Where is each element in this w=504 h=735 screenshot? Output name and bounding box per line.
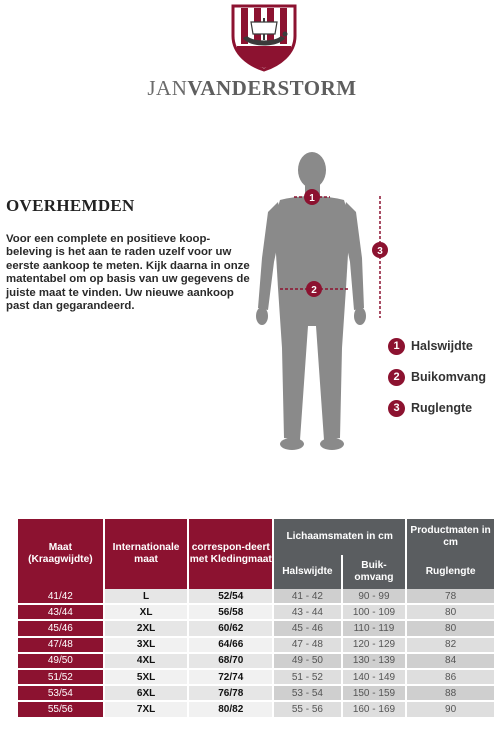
cell-maat: 47/48 — [18, 638, 103, 654]
size-table — [16, 519, 496, 719]
legend-label: Halswijdte — [411, 339, 473, 353]
cell-halswijdte: 41 - 42 — [274, 589, 341, 605]
cell-maat: 55/56 — [18, 702, 103, 718]
cell-internationale-maat: 2XL — [105, 621, 188, 637]
cell-buikomvang: 120 - 129 — [343, 638, 406, 654]
cell-buikomvang: 90 - 99 — [343, 589, 406, 605]
cell-internationale-maat: 7XL — [105, 702, 188, 718]
brand-name-last: VANDERSTORM — [187, 76, 357, 100]
page-title: OVERHEMDEN — [6, 196, 135, 215]
cell-ruglengte: 82 — [407, 638, 494, 654]
legend-item-ruglengte — [388, 398, 486, 418]
header-maat: Maat (Kraagwijdte) — [18, 519, 103, 589]
cell-internationale-maat: XL — [105, 605, 188, 621]
cell-maat: 45/46 — [18, 621, 103, 637]
header-productmaten: Productmaten in cm — [407, 519, 494, 555]
brand-name-first: JAN — [147, 76, 188, 100]
cell-ruglengte: 80 — [407, 605, 494, 621]
cell-maat: 51/52 — [18, 670, 103, 686]
measure-marker-2: 2 — [311, 285, 317, 296]
measure-marker-1: 1 — [309, 193, 315, 204]
table-row — [18, 589, 494, 605]
legend-badge: 3 — [388, 400, 405, 417]
cell-buikomvang: 150 - 159 — [343, 686, 406, 702]
brand-name — [0, 76, 504, 101]
cell-buikomvang: 140 - 149 — [343, 670, 406, 686]
cell-ruglengte: 78 — [407, 589, 494, 605]
legend-label: Buikomvang — [411, 370, 487, 384]
cell-buikomvang: 110 - 119 — [343, 621, 406, 637]
header-ruglengte: Ruglengte — [407, 555, 494, 589]
cell-kledingmaat: 56/58 — [189, 605, 272, 621]
cell-ruglengte: 90 — [407, 702, 494, 718]
cell-kledingmaat: 76/78 — [189, 686, 272, 702]
cell-halswijdte: 49 - 50 — [274, 654, 341, 670]
table-row — [18, 702, 494, 718]
cell-halswijdte: 45 - 46 — [274, 621, 341, 637]
cell-internationale-maat: 4XL — [105, 654, 188, 670]
cell-internationale-maat: L — [105, 589, 188, 605]
cell-ruglengte: 84 — [407, 654, 494, 670]
cell-kledingmaat: 60/62 — [189, 621, 272, 637]
cell-buikomvang: 130 - 139 — [343, 654, 406, 670]
table-row — [18, 686, 494, 702]
header-buikomvang: Buik-omvang — [343, 555, 406, 589]
cell-halswijdte: 51 - 52 — [274, 670, 341, 686]
body-silhouette-figure — [250, 148, 390, 468]
measure-marker-3: 3 — [377, 246, 383, 257]
cell-maat: 43/44 — [18, 605, 103, 621]
table-row — [18, 605, 494, 621]
cell-maat: 53/54 — [18, 686, 103, 702]
table-row — [18, 638, 494, 654]
cell-buikomvang: 100 - 109 — [343, 605, 406, 621]
cell-kledingmaat: 52/54 — [189, 589, 272, 605]
cell-kledingmaat: 80/82 — [189, 702, 272, 718]
cell-ruglengte: 88 — [407, 686, 494, 702]
legend-item-halswijdte — [388, 336, 486, 356]
cell-buikomvang: 160 - 169 — [343, 702, 406, 718]
cell-kledingmaat: 72/74 — [189, 670, 272, 686]
table-row — [18, 621, 494, 637]
cell-halswijdte: 55 - 56 — [274, 702, 341, 718]
measurement-legend — [388, 336, 486, 429]
size-table-body — [18, 589, 494, 719]
table-row — [18, 654, 494, 670]
cell-kledingmaat: 68/70 — [189, 654, 272, 670]
intro-text: Voor een complete en positieve koop-beleving is het aan te raden uzelf voor uw eerste aankoop te meten. Kijk daarna in onze matentabel om op basis van uw gegevens de juiste maat te vinden. Uw nieuwe aankoop past dan gegarandeerd. — [6, 233, 250, 313]
legend-label: Ruglengte — [411, 401, 473, 415]
header-internationale-maat: Internationale maat — [105, 519, 188, 589]
cell-kledingmaat: 64/66 — [189, 638, 272, 654]
legend-badge: 1 — [388, 338, 405, 355]
cell-halswijdte: 47 - 48 — [274, 638, 341, 654]
cell-internationale-maat: 3XL — [105, 638, 188, 654]
header-halswijdte: Halswijdte — [274, 555, 341, 589]
legend-badge: 2 — [388, 369, 405, 386]
cell-halswijdte: 43 - 44 — [274, 605, 341, 621]
legend-item-buikomvang — [388, 367, 486, 387]
cell-internationale-maat: 6XL — [105, 686, 188, 702]
cell-maat: 41/42 — [18, 589, 103, 605]
table-row — [18, 670, 494, 686]
cell-maat: 49/50 — [18, 654, 103, 670]
header-kledingmaat: correspon-deert met Kledingmaat — [189, 519, 272, 589]
cell-ruglengte: 86 — [407, 670, 494, 686]
cell-halswijdte: 53 - 54 — [274, 686, 341, 702]
cell-ruglengte: 80 — [407, 621, 494, 637]
header-lichaamsmaten: Lichaamsmaten in cm — [274, 519, 405, 555]
viking-ship-shield-logo — [229, 2, 299, 72]
cell-internationale-maat: 5XL — [105, 670, 188, 686]
